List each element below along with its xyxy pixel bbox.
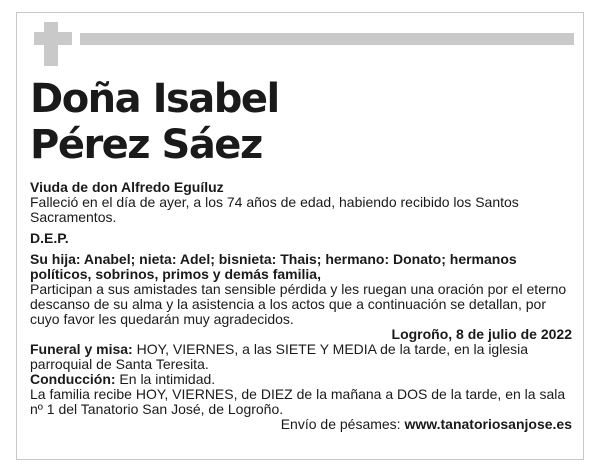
notice-body — [30, 180, 572, 432]
condolences-label: Envío de pésames: — [280, 416, 405, 432]
rip: D.E.P. — [30, 230, 69, 246]
cross-icon-arm — [34, 32, 72, 45]
condolences — [30, 417, 572, 432]
widow-of: Viuda de don Alfredo Eguíluz — [30, 179, 224, 195]
funeral-text: HOY, VIERNES, a las SIETE Y MEDIA de la tarde, en la iglesia parroquial de Santa Teresita. — [30, 341, 529, 372]
conduction-label: Conducción: — [30, 371, 116, 387]
family-receives: La familia recibe HOY, VIERNES, de DIEZ de la mañana a DOS de la tarde, en la sala nº 1 del Tanatorio San José, de Logroño. — [30, 386, 566, 417]
deceased-name-line2: Pérez Sáez — [30, 122, 262, 168]
condolences-link[interactable]: www.tanatoriosanjose.es — [404, 416, 572, 432]
deceased-name-line1: Doña Isabel — [30, 76, 279, 122]
funeral-info — [30, 342, 572, 372]
deceased-name — [30, 76, 279, 168]
place-date: Logroño, 8 de julio de 2022 — [391, 326, 572, 342]
funeral-label: Funeral y misa: — [30, 341, 133, 357]
death-notice: Falleció en el día de ayer, a los 74 años de edad, habiendo recibido los Santos Sacramentos. — [30, 194, 519, 225]
family-list: Su hija: Anabel; nieta: Adel; bisnieta: Thais; hermano: Donato; hermanos políticos, sobrinos, primos y demás familia, — [30, 251, 517, 282]
header-rule — [80, 33, 574, 45]
invitation: Participan a sus amistades tan sensible pérdida y les ruegan una oración por el eterno descanso de su alma y la asistencia a los actos que a continuación se detallan, por cuyo favor les quedarán muy agradecidos. — [30, 281, 567, 327]
conduction-info — [30, 372, 572, 387]
conduction-text: En la intimidad. — [115, 371, 216, 387]
